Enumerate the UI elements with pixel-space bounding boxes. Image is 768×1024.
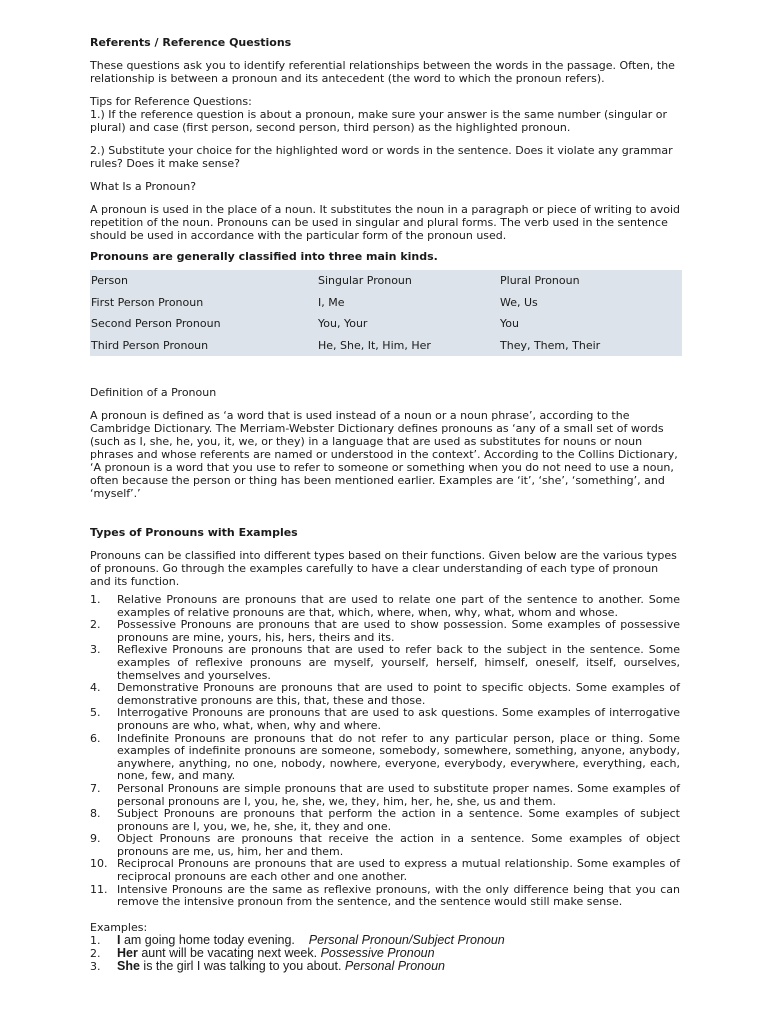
types-intro: Pronouns can be classified into different types based on their functions. Given below are the various types of pronouns. Go through the examples carefully to have a clear understanding of each type of pronoun and its function. xyxy=(90,549,677,588)
list-text: Interrogative Pronouns are pronouns that are used to ask questions. Some examples of interrogative pronouns are who, what, when, why and where. xyxy=(117,706,680,732)
list-item xyxy=(90,783,680,808)
list-number: 10. xyxy=(90,857,108,871)
list-item xyxy=(90,644,680,682)
table-cell: You xyxy=(500,317,519,331)
examples-title: Examples: xyxy=(90,920,148,934)
list-number: 4. xyxy=(90,681,101,695)
example-sentence: aunt will be vacating next week. xyxy=(137,945,321,960)
list-item xyxy=(90,833,680,858)
list-text: Indefinite Pronouns are pronouns that do not refer to any particular person, place or thing. Some examples of indefinite pronouns are someone, somebody, somewhere, something, anyone, anybody, anywhere, anything, no one, nobody, nowhere, everyone, everybody, everywhere, everything, each, none, few, and many. xyxy=(117,731,680,783)
list-text: Object Pronouns are pronouns that receive the action in a sentence. Some examples of object pronouns are me, us, him, her and them. xyxy=(117,832,680,858)
list-number: 11. xyxy=(90,882,108,896)
list-item xyxy=(90,858,680,883)
definition-title: Definition of a Pronoun xyxy=(90,386,217,399)
list-item xyxy=(90,884,680,909)
list-text: Subject Pronouns are pronouns that perform the action in a sentence. Some examples of subject pronouns are I, you, we, he, she, it, they and one. xyxy=(117,807,680,833)
list-text: Relative Pronouns are pronouns that are used to relate one part of the sentence to another. Some examples of relative pronouns are that, which, where, when, why, what, whom and whose. xyxy=(117,593,680,619)
list-number: 8. xyxy=(90,807,101,821)
table-cell: Singular Pronoun xyxy=(318,274,412,288)
example-line xyxy=(90,960,680,973)
list-item xyxy=(90,808,680,833)
example-pronoun: I xyxy=(117,932,121,947)
example-type: Personal Pronoun/Subject Pronoun xyxy=(308,932,505,947)
tips-title: Tips for Reference Questions: xyxy=(90,95,252,108)
example-number: 1. xyxy=(90,933,101,947)
list-text: Intensive Pronouns are the same as reflexive pronouns, with the only difference being that you can remove the intensive pronoun from the sentence, and the sentence would still make sense. xyxy=(117,882,680,909)
table-row xyxy=(90,270,682,292)
example-pronoun: She xyxy=(117,958,140,973)
list-number: 3. xyxy=(90,643,101,657)
list-item xyxy=(90,707,680,732)
list-text: Reflexive Pronouns are pronouns that are used to refer back to the subject in the sentence. Some examples of reflexive pronouns are myself, yourself, herself, himself, oneself, itself, ourselves, themselves and yourselves. xyxy=(117,643,680,682)
list-text: Demonstrative Pronouns are pronouns that are used to point to specific objects. Some examples of demonstrative pronouns are this, that, these and those. xyxy=(117,681,680,707)
table-row xyxy=(90,313,682,335)
list-number: 2. xyxy=(90,618,101,632)
table-row xyxy=(90,292,682,314)
list-item xyxy=(90,619,680,644)
example-pronoun: Her xyxy=(117,945,138,960)
list-number: 1. xyxy=(90,593,101,606)
table-cell: Second Person Pronoun xyxy=(91,317,221,331)
intro-paragraph: These questions ask you to identify referential relationships between the words in the passage. Often, the relationship is between a pronoun and its antecedent (the word to which the pronoun refers). xyxy=(90,59,675,85)
list-text: Personal Pronouns are simple pronouns that are used to substitute proper names. Some examples of personal pronouns are I, you, he, she, we, they, him, her, he, she, us and them. xyxy=(117,781,680,808)
kinds-title: Pronouns are generally classified into three main kinds. xyxy=(90,250,438,263)
table-cell: You, Your xyxy=(318,317,368,331)
table-cell: Person xyxy=(91,274,128,288)
list-item xyxy=(90,594,680,619)
list-item xyxy=(90,682,680,707)
example-type: Personal Pronoun xyxy=(344,958,445,973)
list-number: 7. xyxy=(90,781,101,795)
types-list xyxy=(90,594,680,909)
list-number: 5. xyxy=(90,706,101,720)
example-type: Possessive Pronoun xyxy=(320,945,435,960)
table-cell: Plural Pronoun xyxy=(500,274,580,288)
list-number: 9. xyxy=(90,832,101,846)
what-is-title: What Is a Pronoun? xyxy=(90,180,197,193)
definition-paragraph: A pronoun is defined as ‘a word that is used instead of a noun or a noun phrase’, according to the Cambridge Dictionary. The Merriam-Webster Dictionary defines pronouns as ‘any of a small set of words (such as I, she, he, you, it, we, or they) in a language that are used as substitutes for nouns or noun phrases and whose referents are named or understood in the context’. According to the Collins Dictionary, ‘A pronoun is a word that you use to refer to someone or something when you do not need to use a noun, often because the person or thing has been mentioned earlier. Examples are ‘it’, ‘she’, ‘something’, and ‘myself’.’ xyxy=(90,409,678,500)
tip-two: 2.) Substitute your choice for the highlighted word or words in the sentence. Does it violate any grammar rules? Does it make sense? xyxy=(90,144,673,170)
table-cell: They, Them, Their xyxy=(500,338,601,352)
example-sentence: am going home today evening. xyxy=(120,932,309,947)
list-item xyxy=(90,733,680,783)
table-cell: First Person Pronoun xyxy=(91,295,204,309)
what-is-paragraph: A pronoun is used in the place of a noun. It substitutes the noun in a paragraph or piece of writing to avoid repetition of the noun. Pronouns can be used in singular and plural forms. The verb used in the sentence should be used in accordance with the particular form of the pronoun used. xyxy=(90,203,681,242)
pronoun-table xyxy=(90,270,682,356)
document-heading: Referents / Reference Questions xyxy=(90,36,292,49)
document-page xyxy=(90,36,680,973)
list-text: Reciprocal Pronouns are pronouns that are used to express a mutual relationship. Some examples of reciprocal pronouns are each other and one another. xyxy=(117,857,680,884)
example-number: 3. xyxy=(90,959,101,973)
table-row xyxy=(90,335,682,357)
examples-section xyxy=(90,921,680,973)
types-title: Types of Pronouns with Examples xyxy=(90,526,298,539)
list-number: 6. xyxy=(90,731,101,745)
table-cell: I, Me xyxy=(318,295,345,309)
example-number: 2. xyxy=(90,946,101,960)
table-cell: He, She, It, Him, Her xyxy=(318,338,431,352)
list-text: Possessive Pronouns are pronouns that are used to show possession. Some examples of possessive pronouns are mine, yours, his, hers, theirs and its. xyxy=(117,618,680,644)
table-cell: Third Person Pronoun xyxy=(91,338,209,352)
example-sentence: is the girl I was talking to you about. xyxy=(139,958,345,973)
table-cell: We, Us xyxy=(500,295,538,309)
tip-one: 1.) If the reference question is about a pronoun, make sure your answer is the same number (singular or plural) and case (first person, second person, third person) as the highlighted pronoun. xyxy=(90,108,668,134)
